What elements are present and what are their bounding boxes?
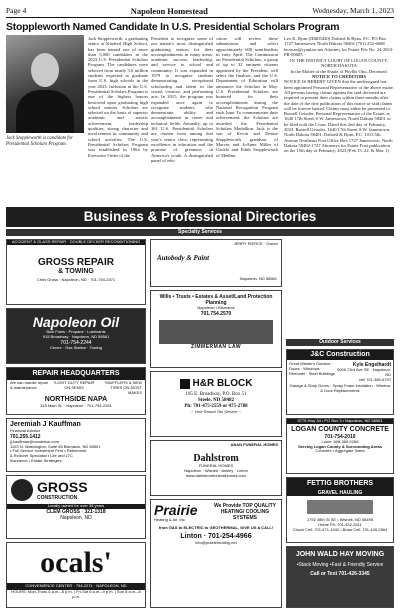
student-photo	[6, 35, 84, 133]
prairie-pitch: We Provide TOP QUALITY HEATING/ COOLING SYSTEMS	[214, 503, 276, 521]
gross-con-sub: CONSTRUCTION	[37, 494, 78, 501]
fettig-sub: GRAVEL HAULING	[287, 490, 393, 496]
prairie-brand: Prairie	[154, 502, 198, 518]
notice-body: NOTICE IS HEREBY GIVEN that the undersigned has been appointed Personal Representative of the above estate. All persons having claims against the said deceased are required to present their claims within three months after the date of the first publication of this notice or said claims will be forever barred. Claims must either be presented to Russell Geissler, Personal Representative of the Estate, at 1640 17th Street S.W. Jamestown, North Dakota 58401 or be filed with the Court. Dated this 2nd day of February, 2023. Russell Geissler, 1640 17th Street S.W. Jamestown, North Dakota 58401. Dalsted & Ryan, P.C. 1013 5th Avenue Northeast Post Office Box 1727 Jamestown, North Dakota 58402-1727 Attorneys for Estate First publication on the 15th day of February, 2023 (Feb 15, 22, & Mar. 1)	[284, 79, 394, 154]
ad-dahlstrom[interactable]	[150, 440, 282, 496]
concrete-tag: Serving Logan County & Surrounding Areas	[298, 443, 382, 449]
advisor-items: • Full Service Investment Firm • Retirement & Rollover Specialist • Life and LTC Insurance • Estate Strategies	[10, 448, 87, 463]
gross-repair-sub: & TOWING	[58, 267, 94, 275]
anan-brand: ANAN FUNERAL HOMES	[230, 442, 278, 447]
locals-hours: HOURS: Mon-Thurs 6 a.m.–8 p.m. | Fri-Sat 6 a.m.–9 p.m. | Sun 8 a.m.–8 p.m.	[11, 588, 141, 599]
wills-head: Wills • Trusts • Estates & Asset/Land Protection Planning	[159, 294, 273, 306]
gc-logo-icon	[11, 479, 33, 501]
wills-brand: ZIMMERMAN LAW	[190, 343, 242, 350]
repair-hq-brand: REPAIR HEADQUARTERS	[7, 368, 145, 380]
concrete-phone: 701-754-2010	[324, 433, 356, 440]
fettig-addr: 2792 48th St SE • Wishek, ND 58495	[306, 517, 374, 522]
notice-parties: Leo K. Ryan (ID#05420) Dalsted & Ryan, P.C. PO Box 1727 Jamestown, North Dakota 58402 (701) 252-6688 leoryan@ryanlaw.net Attorney for Estate File No. 24-2023-PR-00005	[284, 36, 394, 57]
wills-phone: 701.754.2570	[200, 310, 232, 317]
advisor-name: Jeremiah J Kauffman	[10, 421, 81, 428]
gross-con-contact: CLEM GROSS · 321-1318	[46, 508, 106, 515]
outdoor-services-bar: Outdoor Services	[286, 339, 394, 346]
gross-repair-tag: Chris Gross · Napoleon, ND · 701-754-2471	[36, 276, 116, 282]
prairie-line: from GAS to ELECTRIC to GEOTHERMAL, GIVE US A CALL!	[158, 524, 274, 530]
wills-loc: Napoleon • Bismarck	[197, 305, 235, 310]
jc-phone: cell 701-389-6797	[358, 376, 391, 382]
napoleon-oil-addr: 915 Broadway · Napoleon, ND 58561	[42, 333, 110, 339]
hrblock-city: Steele, ND 58482	[198, 398, 234, 403]
advisor-email[interactable]: jj.kauffman@ceadvisor.com	[10, 438, 59, 444]
law-office-photo	[159, 320, 273, 344]
photo-body	[16, 90, 74, 133]
concrete-sub: Concrete • Aggregate Sales	[315, 448, 365, 454]
hrblock-addr: 105 E. Broadway, P.O. Box 51	[185, 392, 247, 397]
specialty-services-bar: Specialty Services	[6, 229, 394, 236]
issue-date: Wednesday, March 1, 2023	[312, 6, 394, 15]
hay-phone: Call or Text 701-426-3345	[310, 571, 370, 577]
legal-notice	[284, 36, 394, 204]
notice-court: IN THE DISTRICT COURT OF LOGAN COUNTY, NORTH DAKOTA	[289, 58, 389, 69]
ad-napoleon-oil[interactable]	[6, 308, 146, 364]
article-headline: Stoppleworth Named Candidate In U.S. Presidential Scholars Program	[6, 22, 340, 33]
newspaper-name: Napoleon Homestead	[130, 5, 208, 16]
ad-gross-repair[interactable]	[6, 239, 146, 305]
fettig-brand: FETTIG BROTHERS	[287, 478, 393, 490]
prairie-sub: Heating & Air, Inc.	[154, 517, 186, 522]
hrblock-tag: ~ Your Round Tax Service ~	[191, 409, 241, 414]
fettig-phone: Home Ph: 701-452-2811	[318, 521, 362, 527]
prairie-web[interactable]: info@prairieheating.net	[195, 539, 237, 545]
hay-items: •Stack Moving •Fast & Friendly Service	[296, 562, 384, 568]
jc-tag: Garage & Shop Doors · Spray Foam Insulation · Window & Door Replacements	[289, 383, 391, 394]
notice-matter: In the Matter of the Estate of Phyllis Otto, Deceased.	[290, 68, 388, 74]
hrblock-brand: H&R BLOCK	[192, 378, 253, 389]
ad-zimmerman-law[interactable]	[150, 290, 282, 368]
photo-face	[31, 53, 59, 87]
jc-brand: J&C Construction	[287, 350, 393, 360]
gross-con-brand: GROSS	[37, 478, 88, 495]
repair-hq-mid: *LIGHT DUTY REPAIR ON SEMIS	[53, 380, 95, 390]
dahlstrom-brand: Dahlstrom	[193, 453, 239, 464]
hay-brand: JOHN WALD HAY MOVING	[295, 551, 385, 558]
ad-fettig-brothers[interactable]	[286, 477, 394, 543]
ad-jc-construction[interactable]	[286, 349, 394, 415]
concrete-loc: Louie: 608-369-0268	[321, 438, 359, 444]
advisor-title: Financial Advisor	[10, 428, 41, 433]
napoleon-oil-brand: Napoleon Oil	[32, 314, 120, 330]
ad-logan-concrete[interactable]	[286, 418, 394, 474]
napoleon-oil-sub: Bulk Fuels · Propane · Lubricants	[46, 329, 106, 334]
article-column-1: Jack Stoppleworth, a graduating senior at Kindred High School, has been named one of more than 5,000 candidates in the 2023 U.S. Presidential Scholars Program. The candidates were selected from nearly 3.6 million students expected to graduate from U.S. high schools in the year 2023. Inclusion in the U.S. Presidential Scholars Program is one of the highest honors bestowed upon graduating high school seniors. Scholars are selected on the basis of superior academic and artistic achievement, leadership qualities, strong character and involvement in community and school activities. The U.S. Presidential Scholars Program was established in 1964 by Executive Order of the	[88, 36, 148, 158]
hrblock-phone: Ph: 701-475-2559 or 475-2788	[184, 404, 248, 409]
photo-caption: Jack Stoppleworth is candidate for Presidential Scholars Program.	[6, 136, 73, 147]
gravel-truck-icon	[307, 500, 373, 514]
jc-sub: Great Western Outdoor · Doors · Windows · Remodel · Steel Buildings	[289, 361, 336, 376]
repair-hq-left: We can handle repair & maintenance	[10, 380, 48, 390]
concrete-top: 5775 Hwy 34 • PO Box 3 • Napoleon, ND 58561	[287, 419, 393, 424]
repair-hq-right: *MUFFLERS & NEW TIRES ON MOST MAKES	[104, 380, 142, 395]
page-number: Page 4	[6, 6, 27, 15]
gross-con-tag: Locally owned for over 38 years	[7, 504, 145, 509]
concrete-brand: LOGAN COUNTY CONCRETE	[291, 425, 389, 433]
repair-hq-shop: NORTHSIDE NAPA	[44, 396, 108, 404]
fettig-cells: Chuck Cell: 701-471-1942 • Brian Cell: 701-426-2864	[292, 526, 388, 532]
hrblock-square-icon	[180, 379, 190, 389]
dahlstrom-sub: FUNERAL HOMES	[198, 463, 234, 468]
ad-repair-headquarters[interactable]	[6, 367, 146, 415]
repair-hq-addr: 315 Main St. · Napoleon · 701-754-2261	[40, 403, 112, 409]
article-column-2: President to recognize some of our nation's most distinguished graduating seniors for their accomplishments in many areas: academic success, leadership, and service to school and community. It was expanded in 1979 to recognize students demonstrating exceptional scholarship and talent in the visual, creative, and performing arts. In 2015, the program was expanded once again to recognize students who demonstrate ability and accomplishment in career and technical fields. Annually, up to 161 U.S. Presidential Scholars are chosen from among that year's senior class, representing excellence in education and the promise of greatness in America's youth. A distinguished panel of edu-	[151, 36, 213, 163]
pierce-brand: Autobody & Paint	[157, 254, 210, 262]
dahlstrom-locs: Napoleon · Wishek · Ashley · Linton	[184, 467, 248, 473]
pierce-owner: JERRY PIERCE · Owner	[233, 241, 278, 246]
ad-gross-construction[interactable]	[6, 475, 146, 539]
napoleon-oil-tag: Cenex · Gas Station · Towing	[50, 344, 102, 350]
locals-bar: CONVENIENCE CENTER · 754-2271 · NAPOLEON, ND	[7, 583, 145, 590]
ad-pierce-autobody[interactable]	[150, 239, 282, 287]
locals-brand: ocals'	[40, 546, 112, 579]
prairie-phone: Linton · 701-254-4966	[180, 532, 252, 540]
dahlstrom-web[interactable]: www.dahlstromfuneralhomes.com	[185, 472, 247, 478]
gross-repair-brand: GROSS REPAIR	[38, 256, 114, 268]
ad-hay-moving[interactable]	[286, 546, 394, 608]
ad-hr-block[interactable]	[150, 371, 282, 437]
ad-locals[interactable]	[6, 542, 146, 608]
ad-prairie-heating[interactable]	[150, 499, 282, 608]
directory-banner: Business & Professional Directories	[6, 207, 394, 227]
napoleon-oil-phone: 701-754-2244	[60, 339, 92, 346]
advisor-addr: 1103 N. Washington, Suite #5 Bismarck, ND 58501	[10, 443, 101, 449]
pierce-addr: Napoleon, ND 58561	[239, 276, 277, 282]
jc-name: Kyle Engelhardt	[352, 362, 391, 368]
gross-con-city: Napoleon, ND	[60, 514, 92, 521]
notice-title: NOTICE TO CREDITORS	[311, 74, 367, 80]
gross-repair-top: ACCIDENT & GLASS REPAIR · DOUBLE DECKER RECONDITIONING	[7, 240, 145, 245]
jc-addr: 9009 73rd Ave SE · Napoleon, ND	[337, 367, 391, 377]
article-column-3: cators will review these submissions and select approximately 600 semifinalists in early April. The Commission on Presidential Scholars, a group of up to 32 eminent citizens appointed by the President, will select the finalists, and the U.S. Department of Education will announce the Scholars in May. U.S. Presidential Scholars are honored for their accomplishments during the National Recognition Program each June. To commemorate their achievement, the Scholars are awarded the Presidential Scholars Medallion. Jack is the son of Kevin and Denise Stoppleworth, grandson of Marvin and JoAnne Miller of Gackle and Edith Stoppleworth of Medina.	[216, 36, 278, 158]
page-header	[6, 4, 394, 18]
ad-financial-advisor[interactable]	[6, 418, 146, 472]
advisor-phone: 701.255.1412	[10, 433, 41, 440]
